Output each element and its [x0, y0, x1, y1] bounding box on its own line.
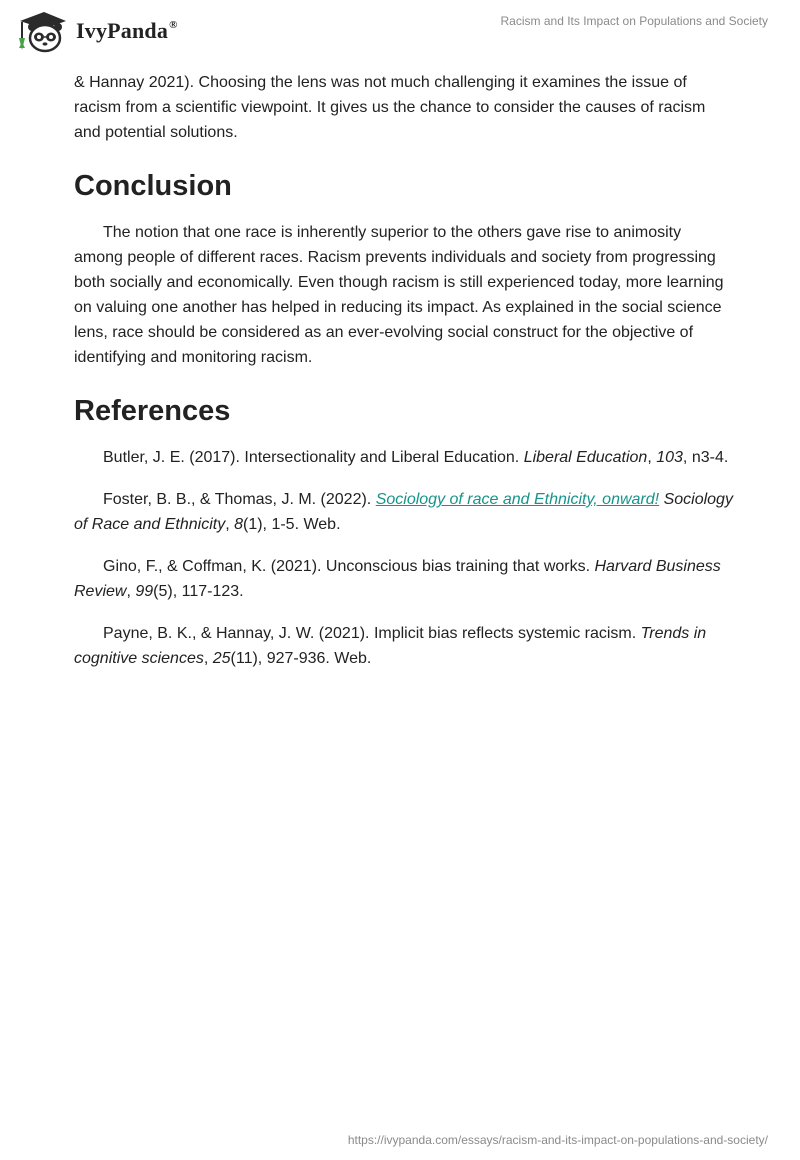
references-heading: References: [74, 395, 231, 427]
brand-name: IvyPanda®: [76, 18, 178, 43]
panda-graduate-icon: [14, 8, 70, 54]
reference-item: Payne, B. K., & Hannay, J. W. (2021). Implicit bias reflects systemic racism. Trends in cognitive sciences, 25(11), 927-936. Web.: [74, 625, 707, 667]
journal-title: Sociology of Race and Ethnicity: [74, 491, 733, 533]
journal-title: Harvard Business Review: [74, 558, 721, 600]
intro-paragraph: & Hannay 2021). Choosing the lens was not much challenging it examines the issue of racism from a scientific viewpoint. It gives us the chance to consider the causes of racism and potential solutions.: [74, 74, 706, 141]
document-title: Racism and Its Impact on Populations and Society: [500, 14, 768, 28]
reference-link[interactable]: Sociology of race and Ethnicity, onward!: [375, 491, 660, 508]
source-url[interactable]: https://ivypanda.com/essays/racism-and-its-impact-on-populations-and-society/: [347, 1133, 768, 1147]
conclusion-heading: Conclusion: [74, 170, 232, 202]
page-header: [0, 0, 800, 64]
journal-title: Trends in cognitive sciences: [74, 625, 707, 667]
volume-number: 103: [656, 449, 683, 466]
volume-number: 8: [234, 516, 243, 533]
reference-item: Foster, B. B., & Thomas, J. M. (2022). Sociology of race and Ethnicity, onward! Sociology of Race and Ethnicity, 8(1), 1-5. Web.: [74, 491, 733, 533]
essay-body: [74, 70, 734, 688]
ivypanda-logo[interactable]: [14, 8, 178, 54]
registered-mark: ®: [169, 19, 178, 31]
reference-item: Gino, F., & Coffman, K. (2021). Unconscious bias training that works. Harvard Business Review, 99(5), 117-123.: [74, 558, 721, 600]
journal-title: Liberal Education: [523, 449, 648, 466]
volume-number: 99: [135, 583, 154, 600]
reference-item: Butler, J. E. (2017). Intersectionality and Liberal Education. Liberal Education, 103, n3-4.: [103, 449, 729, 466]
conclusion-paragraph: The notion that one race is inherently superior to the others gave rise to animosity among people of different races. Racism prevents individuals and society from progressing both socially and economically. Even though racism is still experienced today, more learning on valuing one another has helped in reducing its impact. As explained in the social science lens, race should be considered as an ever-evolving social construct for the objective of identifying and monitoring racism.: [74, 224, 724, 366]
volume-number: 25: [212, 650, 231, 667]
